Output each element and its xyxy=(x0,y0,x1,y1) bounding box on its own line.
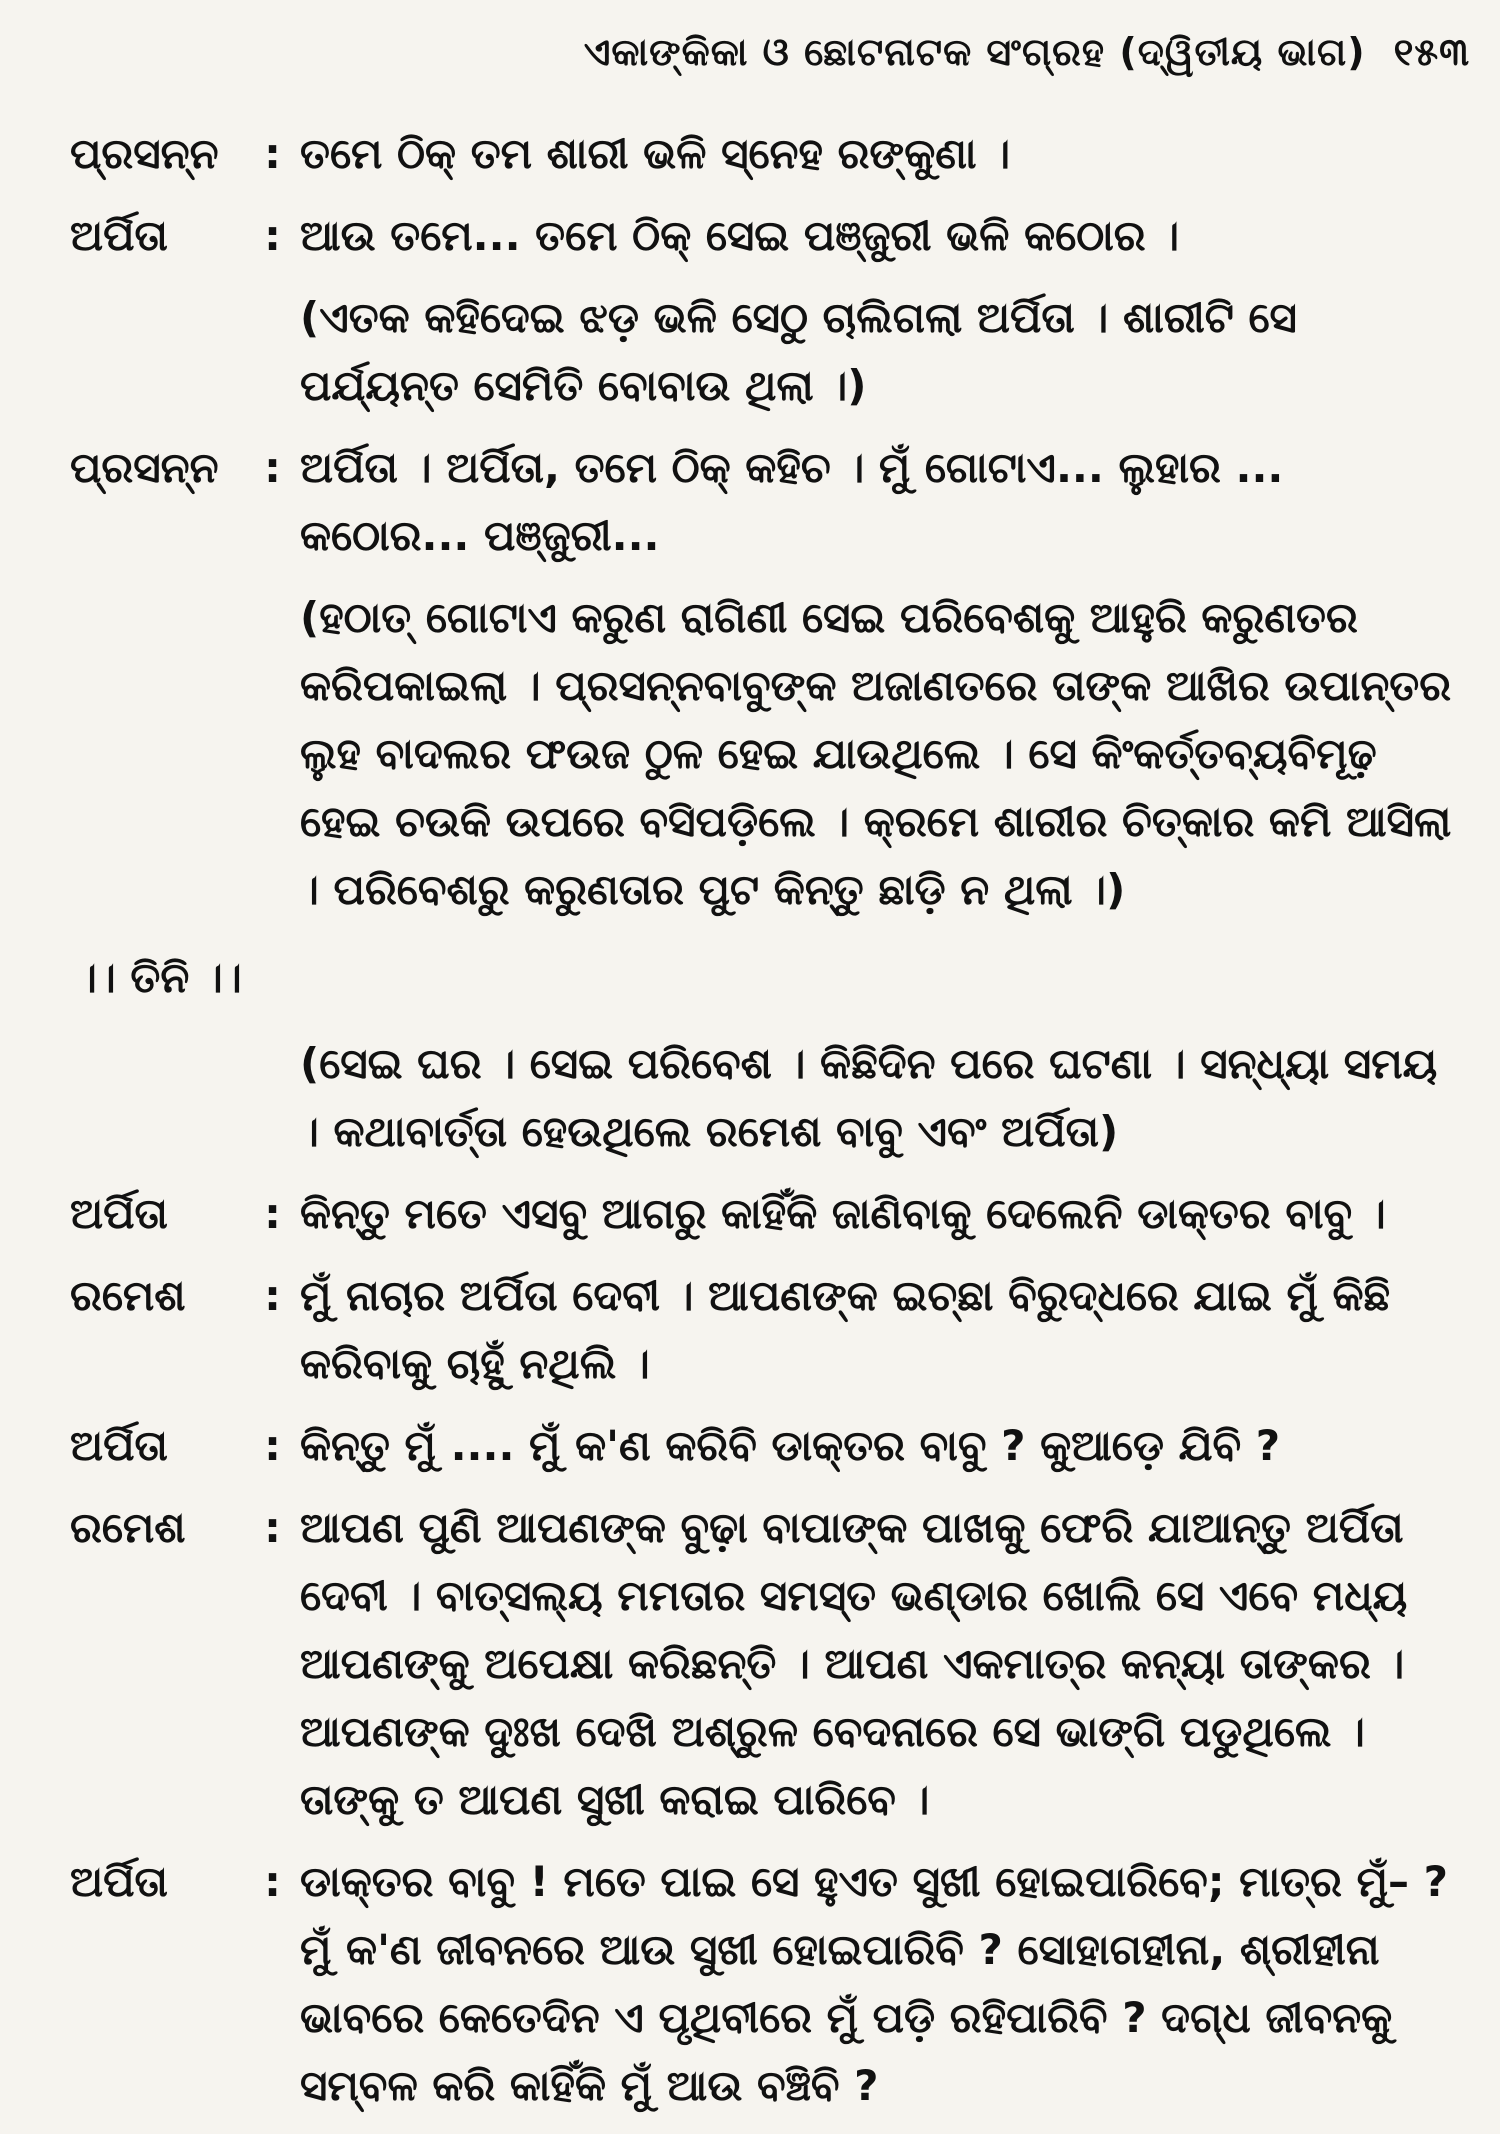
dialogue-text: କିନ୍ତୁ ମତେ ଏସବୁ ଆଗରୁ କାହିଁକି ଜାଣିବାକୁ ଦେଲେନି ଡାକ୍ତର ବାବୁ । xyxy=(300,1189,1386,1238)
page-number: ୧୫୩ xyxy=(1393,30,1470,74)
dialogue-line xyxy=(70,434,1460,570)
colon: : xyxy=(264,443,281,492)
colon: : xyxy=(264,129,281,178)
dialogue-line xyxy=(70,1412,1460,1480)
speaker-name: ରମେଶ xyxy=(70,1271,186,1320)
dialogue-text: ଡାକ୍ତର ବାବୁ ! ମତେ ପାଇ ସେ ହୁଏତ ସୁଖୀ ହୋଇପାରିବେ; ମାତ୍ର ମୁଁ– ? ମୁଁ କ'ଣ ଜୀବନରେ ଆଉ ସୁଖୀ ହୋଇପାରିବି ? ସୋହାଗହୀନା, ଶ୍ରୀହୀନା ଭାବରେ କେତେଦିନ ଏ ପୃଥିବୀରେ ମୁଁ ପଡ଼ି ରହିପାରିବି ? ଦଗ୍ଧ ଜୀବନକୁ ସମ୍ବଳ କରି କାହିଁକି ମୁଁ ଆଉ ବଞ୍ଚିବି ? xyxy=(300,1857,1448,2110)
dialogue-text: ତମେ ଠିକ୍ ତମ ଶାରୀ ଭଳି ସ୍ନେହ ରଙ୍କୁଣା । xyxy=(300,129,1011,178)
colon: : xyxy=(264,1503,281,1552)
speaker-name: ପ୍ରସନ୍ନ xyxy=(70,129,219,178)
colon: : xyxy=(264,1189,281,1238)
speaker-name: ଅର୍ପିତା xyxy=(70,1189,168,1238)
dialogue-line xyxy=(70,1494,1460,1834)
colon: : xyxy=(264,1271,281,1320)
stage-direction: (ହଠାତ୍ ଗୋଟାଏ କରୁଣ ରାଗିଣୀ ସେଇ ପରିବେଶକୁ ଆହୁରି କରୁଣତର କରିପକାଇଲା । ପ୍ରସନ୍ନବାବୁଙ୍କ ଅଜାଣତରେ ତାଙ୍କ ଆଖିର ଉପାନ୍ତର ଲୁହ ବାଦଲର ଫଉଜ ଠୁଳ ହେଇ ଯାଉଥିଲେ । ସେ କିଂକର୍ତ୍ତବ୍ୟବିମୂଢ଼ ହେଇ ଚଉକି ଉପରେ ବସିପଡ଼ିଲେ । କ୍ରମେ ଶାରୀର ଚିତ୍କାର କମି ଆସିଲା । ପରିବେଶରୁ କରୁଣତାର ପୁଟ କିନ୍ତୁ ଛାଡ଼ି ନ ଥିଲା ।) xyxy=(300,593,1452,914)
colon: : xyxy=(264,1857,281,1906)
dialogue-text: କିନ୍ତୁ ମୁଁ .... ମୁଁ କ'ଣ କରିବି ଡାକ୍ତର ବାବୁ ? କୁଆଡ଼େ ଯିବି ? xyxy=(300,1421,1281,1470)
dialogue-text: ଆପଣ ପୁଣି ଆପଣଙ୍କ ବୁଢ଼ା ବାପାଙ୍କ ପାଖକୁ ଫେରି ଯାଆନ୍ତୁ ଅର୍ପିତା ଦେବୀ । ବାତ୍ସଲ୍ୟ ମମତାର ସମସ୍ତ ଭଣ୍ଡାର ଖୋଲି ସେ ଏବେ ମଧ୍ୟ ଆପଣଙ୍କୁ ଅପେକ୍ଷା କରିଛନ୍ତି । ଆପଣ ଏକମାତ୍ର କନ୍ୟା ତାଙ୍କର । ଆପଣଙ୍କ ଦୁଃଖ ଦେଖି ଅଶ୍ରୁଳ ବେଦନାରେ ସେ ଭାଙ୍ଗି ପଡୁଥିଲେ । ତାଙ୍କୁ ତ ଆପଣ ସୁଖୀ କରାଇ ପାରିବେ । xyxy=(300,1503,1408,1824)
dialogue-line xyxy=(70,1848,1460,2120)
dialogue-line xyxy=(70,1262,1460,1398)
speaker-name: ପ୍ରସନ୍ନ xyxy=(70,443,219,492)
speaker-name: ଅର୍ପିତା xyxy=(70,1857,168,1906)
colon: : xyxy=(264,1421,281,1470)
dialogue-line xyxy=(70,202,1460,270)
running-header xyxy=(584,30,1470,75)
dialogue-line xyxy=(70,1180,1460,1248)
colon: : xyxy=(264,211,281,260)
speaker-name: ଅର୍ପିତା xyxy=(70,211,168,260)
dialogue-text: ମୁଁ ନାଚାର ଅର୍ପିତା ଦେବୀ । ଆପଣଙ୍କ ଇଚ୍ଛା ବିରୁଦ୍ଧରେ ଯାଇ ମୁଁ କିଛି କରିବାକୁ ଚାହୁଁ ନଥିଲି । xyxy=(300,1271,1391,1388)
stage-direction: (ସେଇ ଘର । ସେଇ ପରିବେଶ । କିଛିଦିନ ପରେ ଘଟଣା । ସନ୍ଧ୍ୟା ସମୟ । କଥାବାର୍ତ୍ତା ହେଉଥିଲେ ରମେଶ ବାବୁ ଏବଂ ଅର୍ପିତା) xyxy=(300,1039,1438,1156)
dialogue-line xyxy=(70,120,1460,188)
dialogue-text: ଅର୍ପିତା । ଅର୍ପିତା, ତମେ ଠିକ୍ କହିଚ । ମୁଁ ଗୋଟାଏ... ଲୁହାର ... କଠୋର... ପଞ୍ଜୁରୀ... xyxy=(300,443,1284,560)
scene-heading: ।। ତିନି ।। xyxy=(78,953,242,1002)
speaker-name: ରମେଶ xyxy=(70,1503,186,1552)
book-title: ଏକାଙ୍କିକା ଓ ଛୋଟନାଟକ ସଂଗ୍ରହ (ଦ୍ୱିତୀୟ ଭାଗ) xyxy=(583,30,1366,74)
stage-direction: (ଏତକ କହିଦେଇ ଝଡ଼ ଭଳି ସେଠୁ ଚାଲିଗଲା ଅର୍ପିତା । ଶାରୀଟି ସେ ପର୍ଯ୍ୟନ୍ତ ସେମିତି ବୋବାଉ ଥିଲା ।) xyxy=(300,293,1297,410)
speaker-name: ଅର୍ପିତା xyxy=(70,1421,168,1470)
dialogue-text: ଆଉ ତମେ... ତମେ ଠିକ୍ ସେଇ ପଞ୍ଜୁରୀ ଭଳି କଠୋର । xyxy=(300,211,1180,260)
play-text xyxy=(70,120,1460,2134)
